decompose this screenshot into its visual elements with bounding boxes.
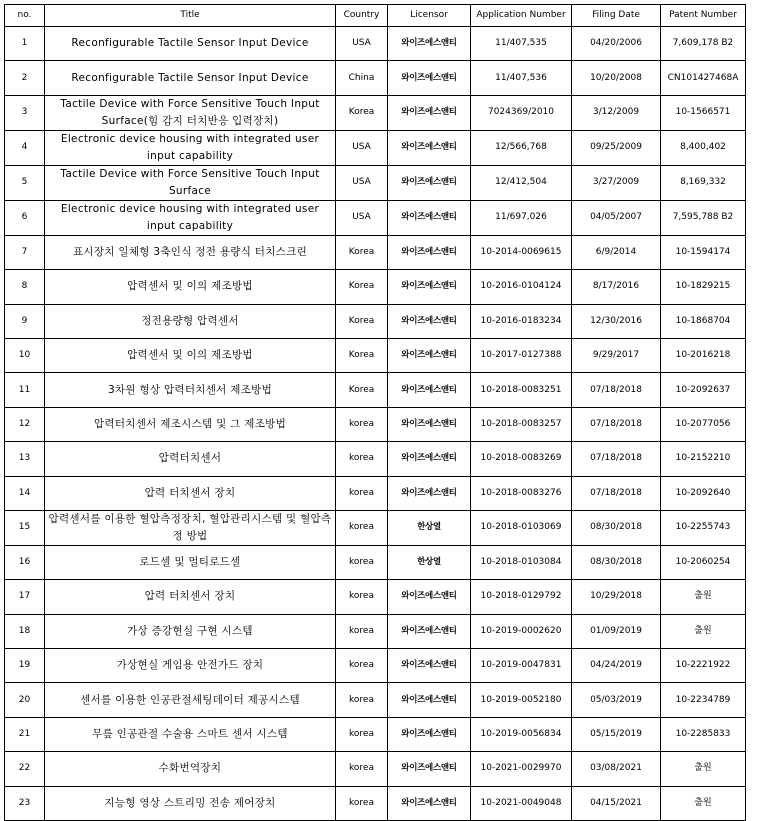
- cell-application-number: 10-2018-0103069: [471, 510, 572, 545]
- cell-licensor: 와이즈에스앤티: [388, 407, 471, 441]
- cell-patent-number: CN101427468A: [661, 61, 746, 95]
- cell-country: korea: [336, 717, 388, 751]
- cell-title: Reconfigurable Tactile Sensor Input Device: [45, 61, 336, 95]
- cell-country: Korea: [336, 373, 388, 407]
- cell-title: 수화번역장치: [45, 752, 336, 786]
- cell-patent-number: 8,400,402: [661, 130, 746, 165]
- cell-patent-number: 10-2221922: [661, 649, 746, 683]
- header-patent-number: Patent Number: [661, 5, 746, 27]
- table-row: [5, 545, 746, 579]
- cell-title: 무릎 인공관절 수술용 스마트 센서 시스템: [45, 717, 336, 751]
- cell-application-number: 10-2014-0069615: [471, 235, 572, 269]
- patent-table: [4, 4, 746, 821]
- cell-no: 20: [5, 683, 45, 717]
- cell-country: korea: [336, 683, 388, 717]
- cell-filing-date: 08/30/2018: [572, 545, 661, 579]
- cell-patent-number: 10-1868704: [661, 304, 746, 338]
- cell-patent-number: 10-2092637: [661, 373, 746, 407]
- cell-no: 9: [5, 304, 45, 338]
- cell-country: korea: [336, 580, 388, 614]
- cell-licensor: 와이즈에스앤티: [388, 649, 471, 683]
- cell-licensor: 와이즈에스앤티: [388, 235, 471, 269]
- cell-patent-number: 10-1829215: [661, 270, 746, 304]
- cell-application-number: 10-2018-0103084: [471, 545, 572, 579]
- table-row: [5, 165, 746, 200]
- cell-title: 가상현실 게임용 안전가드 장치: [45, 649, 336, 683]
- cell-licensor: 와이즈에스앤티: [388, 373, 471, 407]
- cell-no: 8: [5, 270, 45, 304]
- cell-title: 지능형 영상 스트리밍 전송 제어장치: [45, 786, 336, 820]
- cell-patent-number: 10-2060254: [661, 545, 746, 579]
- cell-country: Korea: [336, 270, 388, 304]
- table-row: [5, 338, 746, 372]
- cell-title: Electronic device housing with integrated user input capability: [45, 200, 336, 235]
- cell-application-number: 11/407,535: [471, 27, 572, 61]
- cell-filing-date: 3/12/2009: [572, 95, 661, 130]
- cell-licensor: 와이즈에스앤티: [388, 270, 471, 304]
- cell-licensor: 와이즈에스앤티: [388, 580, 471, 614]
- cell-filing-date: 04/15/2021: [572, 786, 661, 820]
- cell-filing-date: 01/09/2019: [572, 614, 661, 648]
- cell-no: 10: [5, 338, 45, 372]
- cell-title: 표시장치 일체형 3축인식 정전 용량식 터치스크린: [45, 235, 336, 269]
- table-body: [5, 27, 746, 821]
- cell-no: 12: [5, 407, 45, 441]
- cell-licensor: 와이즈에스앤티: [388, 95, 471, 130]
- cell-no: 19: [5, 649, 45, 683]
- cell-application-number: 12/412,504: [471, 165, 572, 200]
- cell-patent-number: 10-2092640: [661, 476, 746, 510]
- table-row: [5, 130, 746, 165]
- cell-title: 압력 터치센서 장치: [45, 580, 336, 614]
- cell-filing-date: 12/30/2016: [572, 304, 661, 338]
- table-row: [5, 683, 746, 717]
- cell-no: 7: [5, 235, 45, 269]
- cell-application-number: 12/566,768: [471, 130, 572, 165]
- cell-filing-date: 04/05/2007: [572, 200, 661, 235]
- cell-application-number: 10-2016-0104124: [471, 270, 572, 304]
- cell-patent-number: 10-2234789: [661, 683, 746, 717]
- cell-application-number: 10-2019-0056834: [471, 717, 572, 751]
- cell-patent-number: 7,595,788 B2: [661, 200, 746, 235]
- cell-no: 5: [5, 165, 45, 200]
- table-row: [5, 614, 746, 648]
- cell-filing-date: 07/18/2018: [572, 476, 661, 510]
- cell-country: korea: [336, 614, 388, 648]
- cell-application-number: 10-2019-0052180: [471, 683, 572, 717]
- cell-country: Korea: [336, 338, 388, 372]
- table-row: [5, 235, 746, 269]
- cell-filing-date: 3/27/2009: [572, 165, 661, 200]
- header-no: no.: [5, 5, 45, 27]
- cell-no: 14: [5, 476, 45, 510]
- cell-title: 압력터치센서: [45, 442, 336, 476]
- cell-licensor: 와이즈에스앤티: [388, 442, 471, 476]
- cell-title: 센서를 이용한 인공관절세팅데이터 제공시스템: [45, 683, 336, 717]
- cell-country: USA: [336, 27, 388, 61]
- table-row: [5, 304, 746, 338]
- cell-patent-number: 10-2152210: [661, 442, 746, 476]
- table-row: [5, 786, 746, 820]
- cell-licensor: 와이즈에스앤티: [388, 130, 471, 165]
- cell-patent-number: 8,169,332: [661, 165, 746, 200]
- cell-filing-date: 07/18/2018: [572, 442, 661, 476]
- cell-no: 4: [5, 130, 45, 165]
- cell-application-number: 11/697,026: [471, 200, 572, 235]
- cell-country: China: [336, 61, 388, 95]
- header-filing-date: Filing Date: [572, 5, 661, 27]
- header-licensor: Licensor: [388, 5, 471, 27]
- table-row: [5, 476, 746, 510]
- cell-no: 6: [5, 200, 45, 235]
- cell-no: 1: [5, 27, 45, 61]
- cell-filing-date: 9/29/2017: [572, 338, 661, 372]
- table-row: [5, 580, 746, 614]
- table-row: [5, 200, 746, 235]
- cell-licensor: 와이즈에스앤티: [388, 752, 471, 786]
- cell-country: korea: [336, 649, 388, 683]
- cell-licensor: 와이즈에스앤티: [388, 338, 471, 372]
- cell-no: 23: [5, 786, 45, 820]
- cell-application-number: 10-2018-0083251: [471, 373, 572, 407]
- cell-no: 11: [5, 373, 45, 407]
- cell-application-number: 10-2019-0047831: [471, 649, 572, 683]
- cell-title: Tactile Device with Force Sensitive Touch Input Surface(힘 감지 터치반응 입력장치): [45, 95, 336, 130]
- cell-application-number: 10-2021-0029970: [471, 752, 572, 786]
- cell-application-number: 10-2016-0183234: [471, 304, 572, 338]
- header-title: Title: [45, 5, 336, 27]
- cell-country: korea: [336, 510, 388, 545]
- cell-filing-date: 08/30/2018: [572, 510, 661, 545]
- cell-filing-date: 10/20/2008: [572, 61, 661, 95]
- cell-licensor: 와이즈에스앤티: [388, 614, 471, 648]
- cell-licensor: 와이즈에스앤티: [388, 304, 471, 338]
- cell-patent-number: 출원: [661, 580, 746, 614]
- cell-patent-number: 출원: [661, 614, 746, 648]
- table-row: [5, 442, 746, 476]
- cell-no: 2: [5, 61, 45, 95]
- table-row: [5, 95, 746, 130]
- cell-filing-date: 8/17/2016: [572, 270, 661, 304]
- cell-licensor: 와이즈에스앤티: [388, 165, 471, 200]
- cell-country: korea: [336, 476, 388, 510]
- cell-application-number: 11/407,536: [471, 61, 572, 95]
- cell-title: Electronic device housing with integrated user input capability: [45, 130, 336, 165]
- cell-no: 13: [5, 442, 45, 476]
- cell-patent-number: 10-1566571: [661, 95, 746, 130]
- cell-application-number: 10-2017-0127388: [471, 338, 572, 372]
- table-row: [5, 717, 746, 751]
- cell-country: korea: [336, 407, 388, 441]
- cell-title: 압력센서 및 이의 제조방법: [45, 270, 336, 304]
- cell-country: korea: [336, 545, 388, 579]
- cell-patent-number: 10-2016218: [661, 338, 746, 372]
- cell-title: 3차원 형상 압력터치센서 제조방법: [45, 373, 336, 407]
- cell-country: korea: [336, 442, 388, 476]
- cell-title: 정전용량형 압력센서: [45, 304, 336, 338]
- cell-licensor: 와이즈에스앤티: [388, 61, 471, 95]
- cell-filing-date: 05/03/2019: [572, 683, 661, 717]
- cell-patent-number: 7,609,178 B2: [661, 27, 746, 61]
- cell-country: Korea: [336, 95, 388, 130]
- cell-country: Korea: [336, 304, 388, 338]
- cell-patent-number: 출원: [661, 786, 746, 820]
- cell-filing-date: 04/20/2006: [572, 27, 661, 61]
- cell-licensor: 와이즈에스앤티: [388, 27, 471, 61]
- cell-title: Reconfigurable Tactile Sensor Input Device: [45, 27, 336, 61]
- table-row: [5, 752, 746, 786]
- cell-no: 17: [5, 580, 45, 614]
- header-row: [5, 5, 746, 27]
- cell-no: 22: [5, 752, 45, 786]
- cell-application-number: 10-2021-0049048: [471, 786, 572, 820]
- cell-application-number: 7024369/2010: [471, 95, 572, 130]
- header-application-number: Application Number: [471, 5, 572, 27]
- cell-patent-number: 10-2077056: [661, 407, 746, 441]
- cell-application-number: 10-2018-0083276: [471, 476, 572, 510]
- cell-patent-number: 10-1594174: [661, 235, 746, 269]
- cell-patent-number: 10-2285833: [661, 717, 746, 751]
- cell-title: 가상 증강현실 구현 시스템: [45, 614, 336, 648]
- cell-country: korea: [336, 786, 388, 820]
- cell-country: USA: [336, 165, 388, 200]
- cell-patent-number: 출원: [661, 752, 746, 786]
- cell-title: 압력터치센서 제조시스템 및 그 제조방법: [45, 407, 336, 441]
- cell-title: 압력 터치센서 장치: [45, 476, 336, 510]
- cell-licensor: 와이즈에스앤티: [388, 786, 471, 820]
- cell-licensor: 와이즈에스앤티: [388, 717, 471, 751]
- table-row: [5, 270, 746, 304]
- cell-filing-date: 03/08/2021: [572, 752, 661, 786]
- table-row: [5, 510, 746, 545]
- cell-application-number: 10-2018-0083269: [471, 442, 572, 476]
- cell-no: 18: [5, 614, 45, 648]
- cell-country: Korea: [336, 235, 388, 269]
- cell-licensor: 한상열: [388, 545, 471, 579]
- cell-country: USA: [336, 200, 388, 235]
- cell-licensor: 와이즈에스앤티: [388, 476, 471, 510]
- cell-licensor: 한상열: [388, 510, 471, 545]
- cell-patent-number: 10-2255743: [661, 510, 746, 545]
- cell-title: 압력센서를 이용한 혈압측정장치, 혈압관리시스템 및 혈압측정 방법: [45, 510, 336, 545]
- cell-filing-date: 10/29/2018: [572, 580, 661, 614]
- cell-title: Tactile Device with Force Sensitive Touch Input Surface: [45, 165, 336, 200]
- cell-filing-date: 07/18/2018: [572, 407, 661, 441]
- cell-filing-date: 05/15/2019: [572, 717, 661, 751]
- cell-no: 16: [5, 545, 45, 579]
- cell-licensor: 와이즈에스앤티: [388, 683, 471, 717]
- cell-application-number: 10-2019-0002620: [471, 614, 572, 648]
- table-row: [5, 27, 746, 61]
- table-row: [5, 61, 746, 95]
- cell-application-number: 10-2018-0129792: [471, 580, 572, 614]
- cell-filing-date: 09/25/2009: [572, 130, 661, 165]
- cell-no: 15: [5, 510, 45, 545]
- cell-licensor: 와이즈에스앤티: [388, 200, 471, 235]
- cell-title: 로드셀 및 멀티로드셀: [45, 545, 336, 579]
- cell-title: 압력센서 및 이의 제조방법: [45, 338, 336, 372]
- cell-country: korea: [336, 752, 388, 786]
- cell-no: 21: [5, 717, 45, 751]
- cell-filing-date: 6/9/2014: [572, 235, 661, 269]
- table-row: [5, 649, 746, 683]
- cell-country: USA: [336, 130, 388, 165]
- table-row: [5, 407, 746, 441]
- header-country: Country: [336, 5, 388, 27]
- cell-no: 3: [5, 95, 45, 130]
- cell-application-number: 10-2018-0083257: [471, 407, 572, 441]
- table-row: [5, 373, 746, 407]
- cell-filing-date: 04/24/2019: [572, 649, 661, 683]
- cell-filing-date: 07/18/2018: [572, 373, 661, 407]
